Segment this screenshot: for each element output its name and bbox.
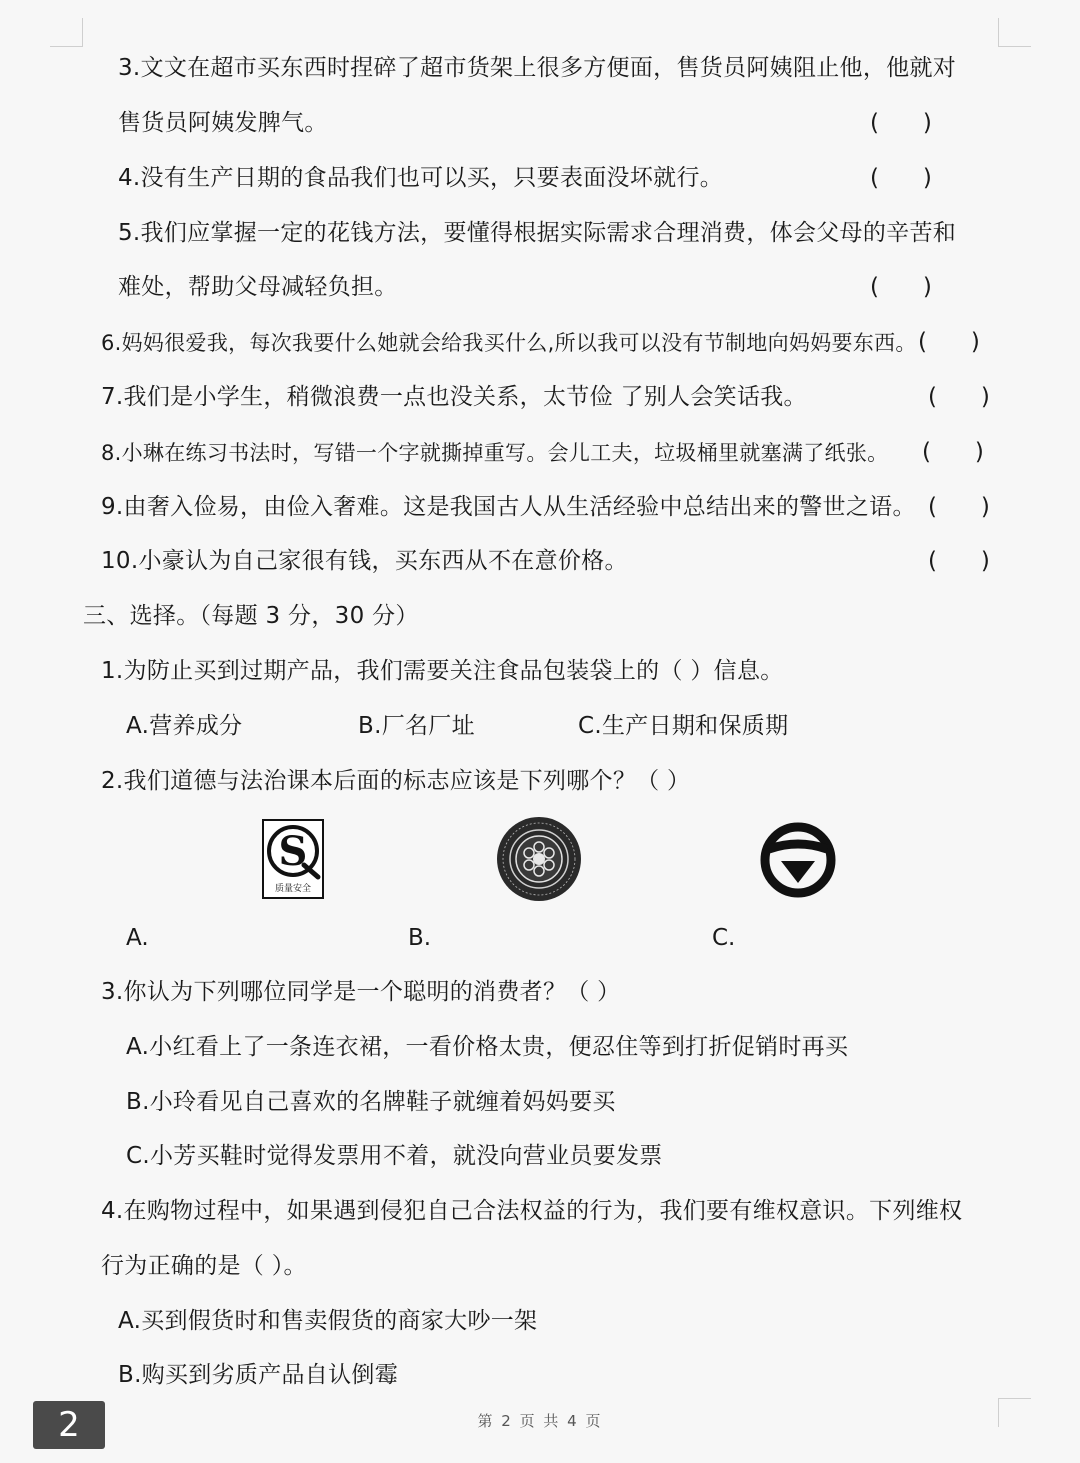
question-4-option-a: A.买到假货时和售卖假货的商家大吵一架 (118, 1308, 538, 1334)
question-1-stem: 1.为防止买到过期产品，我们需要关注食品包装袋上的（ ）信息。 (101, 658, 784, 684)
judge-item-9-answer-blank: ( ) (928, 494, 990, 520)
judge-item-8-answer-blank: ( ) (922, 439, 984, 465)
judge-item-5-line2: 难处，帮助父母减轻负担。 (118, 274, 398, 300)
page-footer: 第 2 页 共 4 页 (477, 1412, 603, 1430)
question-4-option-b: B.购买到劣质产品自认倒霉 (118, 1362, 398, 1388)
svg-text:S: S (278, 828, 308, 875)
judge-item-7: 7.我们是小学生，稍微浪费一点也没关系，太节俭 了别人会笑话我。 (101, 384, 807, 410)
question-2-option-a: A. (126, 925, 149, 951)
green-food-style-logo-icon (759, 821, 837, 899)
judge-item-9: 9.由奢入俭易，由俭入奢难。这是我国古人从生活经验中总结出来的警世之语。 (101, 494, 916, 520)
judge-item-6: 6.妈妈很爱我，每次我要什么她就会给我买什么,所以我可以没有节制地向妈妈要东西。 (101, 331, 917, 355)
judge-item-3-answer-blank: ( ) (870, 110, 932, 136)
question-4-stem-line2: 行为正确的是（ ）。 (101, 1253, 307, 1279)
section-3-heading: 三、选择。（每题 3 分，30 分） (83, 603, 419, 629)
crop-mark-top-left (50, 18, 83, 47)
judge-item-4-answer-blank: ( ) (870, 165, 932, 191)
judge-item-5-line1: 5.我们应掌握一定的花钱方法，要懂得根据实际需求合理消费，体会父母的辛苦和 (118, 220, 957, 246)
judge-item-3-line2: 售货员阿姨发脾气。 (118, 110, 328, 136)
china-environmental-label-logo-icon (496, 816, 582, 902)
judge-item-6-answer-blank: ( ) (918, 329, 980, 355)
question-1-option-b: B.厂名厂址 (358, 713, 475, 739)
question-2-option-c: C. (712, 925, 736, 951)
question-2-option-b: B. (408, 925, 432, 951)
judge-item-5-answer-blank: ( ) (870, 274, 932, 300)
judge-item-4: 4.没有生产日期的食品我们也可以买，只要表面没坏就行。 (118, 165, 724, 191)
question-4-stem-line1: 4.在购物过程中，如果遇到侵犯自己合法权益的行为，我们要有维权意识。下列维权 (101, 1198, 963, 1224)
crop-mark-top-right (998, 18, 1031, 47)
judge-item-10-answer-blank: ( ) (928, 548, 990, 574)
judge-item-8: 8.小琳在练习书法时，写错一个字就撕掉重写。会儿工夫，垃圾桶里就塞满了纸张。 (101, 441, 889, 465)
question-3-option-a: A.小红看上了一条连衣裙，一看价格太贵，便忍住等到打折促销时再买 (126, 1034, 849, 1060)
qs-logo-caption: 质量安全 (274, 884, 311, 894)
question-2-stem: 2.我们道德与法治课本后面的标志应该是下列哪个？（ ） (101, 768, 691, 794)
judge-item-3-line1: 3.文文在超市买东西时捏碎了超市货架上很多方便面，售货员阿姨阻止他，他就对 (118, 55, 957, 81)
judge-item-10: 10.小豪认为自己家很有钱，买东西从不在意价格。 (101, 548, 628, 574)
question-3-option-b: B.小玲看见自己喜欢的名牌鞋子就缠着妈妈要买 (126, 1089, 616, 1115)
question-3-stem: 3.你认为下列哪位同学是一个聪明的消费者？（ ） (101, 979, 621, 1005)
question-3-option-c: C.小芳买鞋时觉得发票用不着，就没向营业员要发票 (126, 1143, 663, 1169)
question-1-option-c: C.生产日期和保质期 (578, 713, 789, 739)
page-number-badge: 2 (33, 1401, 105, 1449)
judge-item-7-answer-blank: ( ) (928, 384, 990, 410)
question-1-option-a: A.营养成分 (126, 713, 243, 739)
